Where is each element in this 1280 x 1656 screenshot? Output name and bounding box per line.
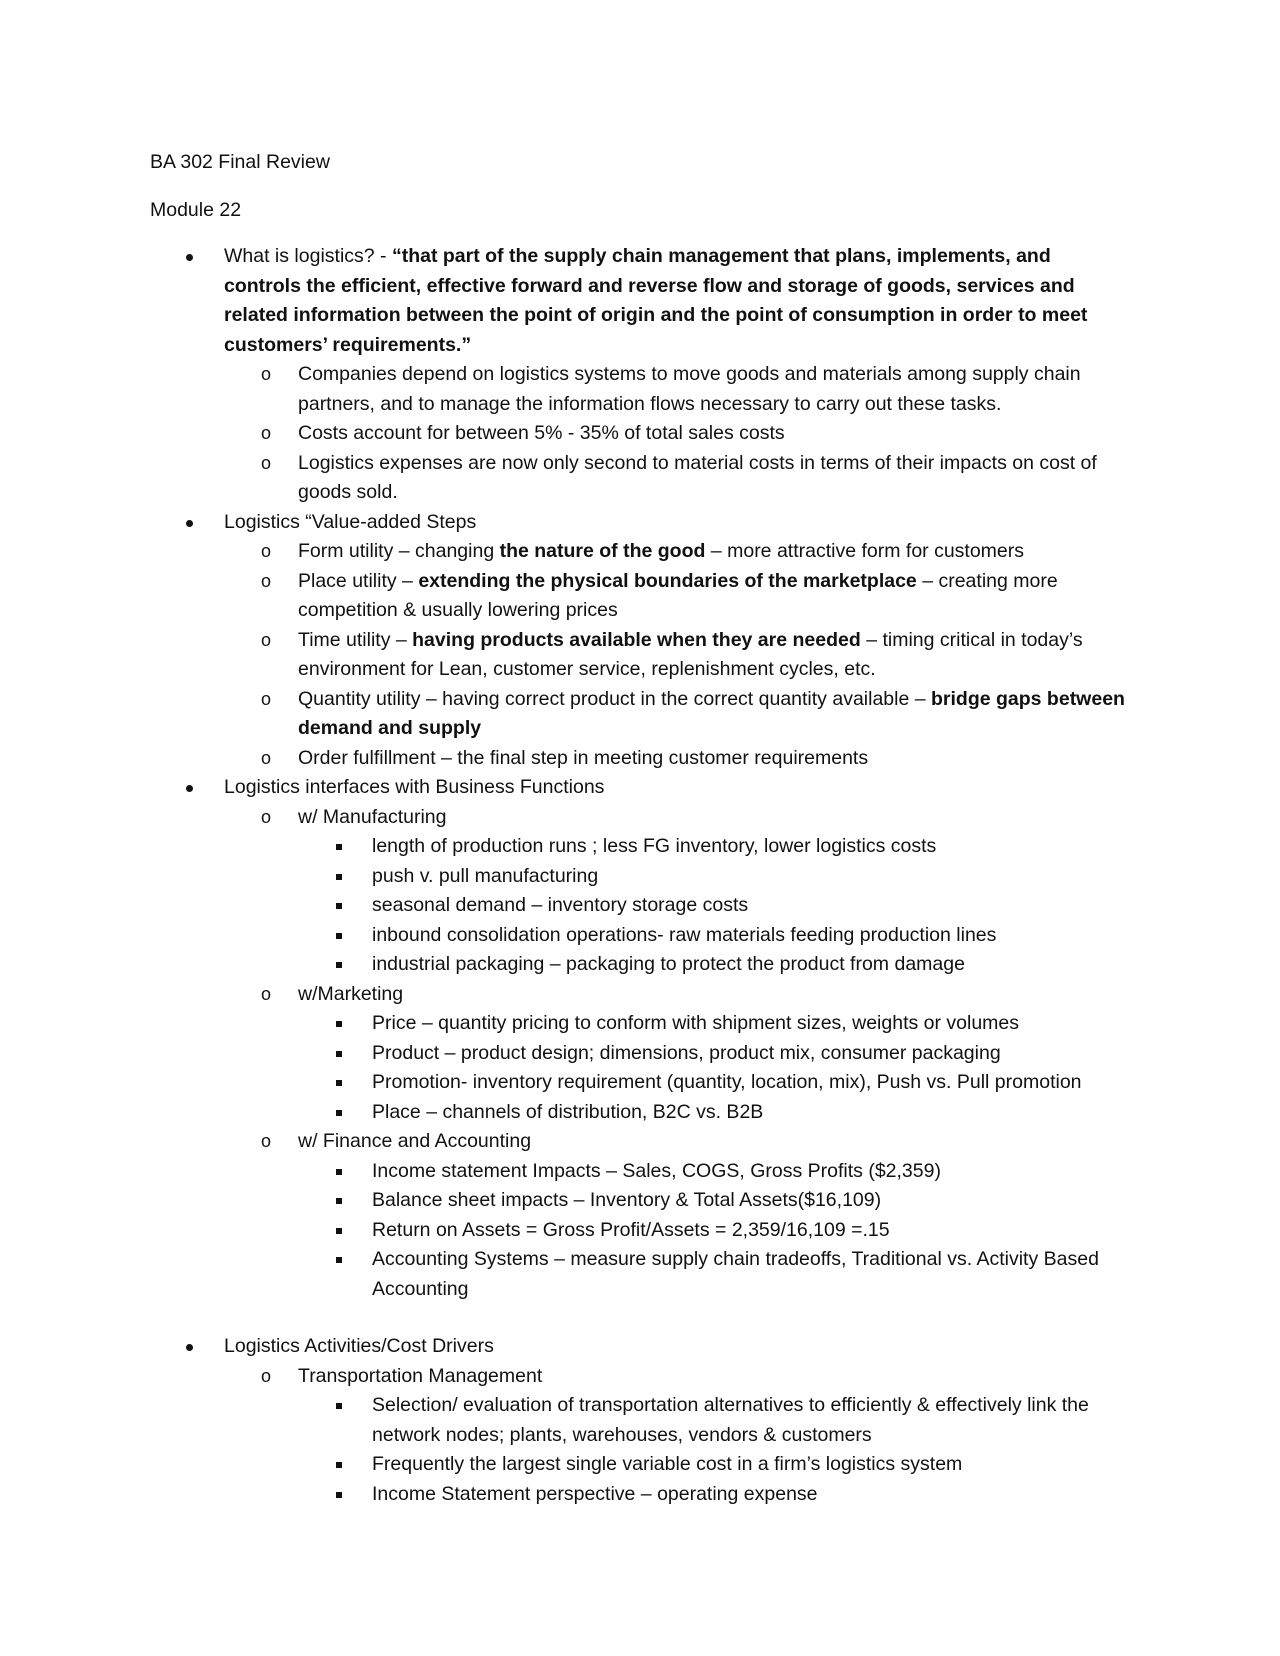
document-title: BA 302 Final Review [150,151,330,173]
bullet-square-icon [336,1021,342,1027]
sub-item [224,803,1130,980]
detail-item-text: Frequently the largest single variable cost in a firm’s logistics system [372,1453,963,1475]
bullet-o-marker: o [261,1365,272,1386]
detail-list [298,1157,1130,1305]
detail-item [298,1391,1130,1450]
sub-item-text [298,629,1083,681]
detail-item [298,950,1130,980]
text-run: w/ Manufacturing [298,805,447,828]
bullet-o-marker: o [261,747,272,768]
sub-item-text [298,688,1125,740]
text-run: Time utility – [298,628,413,651]
bold-text: extending the physical boundaries of the marketplace [418,569,917,592]
sub-item [224,744,1130,774]
bullet-square-icon [336,1492,342,1498]
outline-item [150,773,1130,1304]
bullet-o-marker: o [261,364,272,384]
detail-item-text: Income Statement perspective – operating expense [372,1482,818,1505]
sub-list [224,537,1130,773]
outline-item-text [224,511,476,533]
detail-item-text: push v. pull manufacturing [372,864,599,887]
text-run: Transportation Management [298,1364,543,1387]
sub-item [224,449,1130,508]
detail-item-text: Return on Assets = Gross Profit/Assets = 2,359/16,109 =.15 [372,1218,890,1241]
sub-item-text [298,363,1081,415]
text-run: – timing critical in today’s environment for Lean, customer service, replenishment cycles, etc. [298,628,1083,680]
bullet-o-marker: o [261,423,272,443]
detail-item [298,1216,1130,1246]
text-run: w/Marketing [298,982,404,1005]
detail-list [298,832,1130,980]
text-run: Logistics “Value-added Steps [224,510,477,533]
detail-list [298,1009,1130,1127]
bold-text: the nature of the good [499,540,706,562]
bullet-o-marker: o [261,541,272,561]
text-run: – more attractive form for customers [705,540,1025,562]
detail-item-text: seasonal demand – inventory storage costs [372,894,749,916]
text-run: Order fulfillment – the final step in meeting customer requirements [298,746,869,769]
outline-item [150,242,1130,508]
detail-item [298,1186,1130,1216]
sub-item [224,1127,1130,1304]
outline-list [150,242,1130,1509]
detail-item [298,1098,1130,1128]
bullet-square-icon [336,844,342,850]
detail-item-text: Accounting Systems – measure supply chain tradeoffs, Traditional vs. Activity Based Accounting [372,1248,1099,1300]
detail-item [298,1480,1130,1510]
sub-list [224,803,1130,1305]
text-run: w/ Finance and Accounting [298,1130,532,1152]
detail-item [298,1450,1130,1480]
bullet-o-marker: o [261,452,272,473]
sub-item [224,980,1130,1128]
detail-item [298,1009,1130,1039]
bullet-o-marker: o [261,806,272,827]
bullet-square-icon [336,933,342,939]
detail-item-text: Balance sheet impacts – Inventory & Total Assets($16,109) [372,1189,882,1211]
detail-item-text: length of production runs ; less FG inventory, lower logistics costs [372,835,937,857]
detail-item-text: Selection/ evaluation of transportation alternatives to efficiently & effectively link the network nodes; plants, warehouses, vendors & customers [372,1394,1089,1446]
sub-item [224,1362,1130,1510]
bullet-square-icon [336,1462,342,1468]
sub-item-text [298,1365,542,1387]
detail-item [298,832,1130,862]
document-page [150,148,1130,1509]
bullet-square-icon [336,1051,342,1057]
detail-item-text: Price – quantity pricing to conform with shipment sizes, weights or volumes [372,1012,1020,1034]
bullet-square-icon [336,962,342,968]
sub-item-text [298,540,1024,562]
text-run: Logistics Activities/Cost Drivers [224,1335,494,1357]
bullet-square-icon [336,874,342,880]
bullet-square-icon [336,1403,342,1409]
bullet-o-marker: o [261,983,272,1004]
sub-item-text [298,1130,531,1152]
bullet-dot-icon [186,520,193,527]
sub-item [224,360,1130,419]
detail-item [298,1245,1130,1304]
bullet-o-marker: o [261,1131,272,1151]
bullet-o-marker: o [261,688,272,709]
detail-item [298,1039,1130,1069]
bullet-square-icon [336,1198,342,1204]
detail-item [298,891,1130,921]
text-run: What is logistics? - [224,245,392,267]
bullet-o-marker: o [261,629,272,650]
sub-list [224,1362,1130,1510]
bullet-square-icon [336,1169,342,1175]
text-run: Logistics expenses are now only second to material costs in terms of their impacts on cost of goods sold. [298,451,1097,503]
sub-item [224,567,1130,626]
detail-item-text: industrial packaging – packaging to protect the product from damage [372,953,965,975]
detail-item-text: Place – channels of distribution, B2C vs. B2B [372,1100,764,1123]
detail-item-text: Income statement Impacts – Sales, COGS, Gross Profits ($2,359) [372,1159,941,1182]
bullet-square-icon [336,903,342,909]
bullet-o-marker: o [261,570,272,591]
text-run: Quantity utility – having correct product in the correct quantity available – [298,687,931,710]
sub-item [224,685,1130,744]
sub-item [224,419,1130,449]
text-run: – creating more competition & usually lowering prices [298,569,1058,621]
bullet-dot-icon [186,1344,193,1351]
outline-item-text [224,776,604,798]
text-run: Logistics interfaces with Business Functions [224,776,605,798]
detail-list [298,1391,1130,1509]
bullet-square-icon [336,1228,342,1234]
sub-item-text [298,422,785,444]
bold-text: “that part of the supply chain management that plans, implements, and controls the efficient, effective forward and reverse flow and storage of goods, services and related information between the point of origin and the point of consumption in order to meet customers’ requirements.” [224,245,1088,356]
sub-item-text [298,806,447,828]
sub-item-text [298,747,868,769]
detail-item-text: Product – product design; dimensions, product mix, consumer packaging [372,1041,1001,1064]
outline-item-text [224,245,1087,356]
detail-item [298,1157,1130,1187]
sub-list [224,360,1130,508]
detail-item-text: inbound consolidation operations- raw materials feeding production lines [372,923,997,946]
detail-item [298,862,1130,892]
sub-item-text [298,983,403,1005]
sub-item [224,537,1130,567]
bullet-square-icon [336,1080,342,1086]
sub-item-text [298,452,1097,504]
bullet-square-icon [336,1110,342,1116]
bullet-dot-icon [186,254,193,261]
text-run: Costs account for between 5% - 35% of total sales costs [298,422,785,444]
bullet-dot-icon [186,785,193,792]
text-run: Form utility – changing [298,540,500,562]
sub-item [224,626,1130,685]
sub-item-text [298,570,1058,622]
outline-item-text [224,1335,494,1357]
detail-item-text: Promotion- inventory requirement (quantity, location, mix), Push vs. Pull promotion [372,1071,1082,1093]
bullet-square-icon [336,1257,342,1263]
text-run: Companies depend on logistics systems to move goods and materials among supply chain partners, and to manage the information flows necessary to carry out these tasks. [298,363,1081,415]
detail-item [298,1068,1130,1098]
detail-item [298,921,1130,951]
module-heading: Module 22 [150,198,242,221]
bold-text: bridge gaps between demand and supply [298,687,1125,739]
bold-text: having products available when they are needed [412,628,861,651]
outline-item [150,508,1130,774]
outline-item [150,1332,1130,1509]
text-run: Place utility – [298,569,419,592]
